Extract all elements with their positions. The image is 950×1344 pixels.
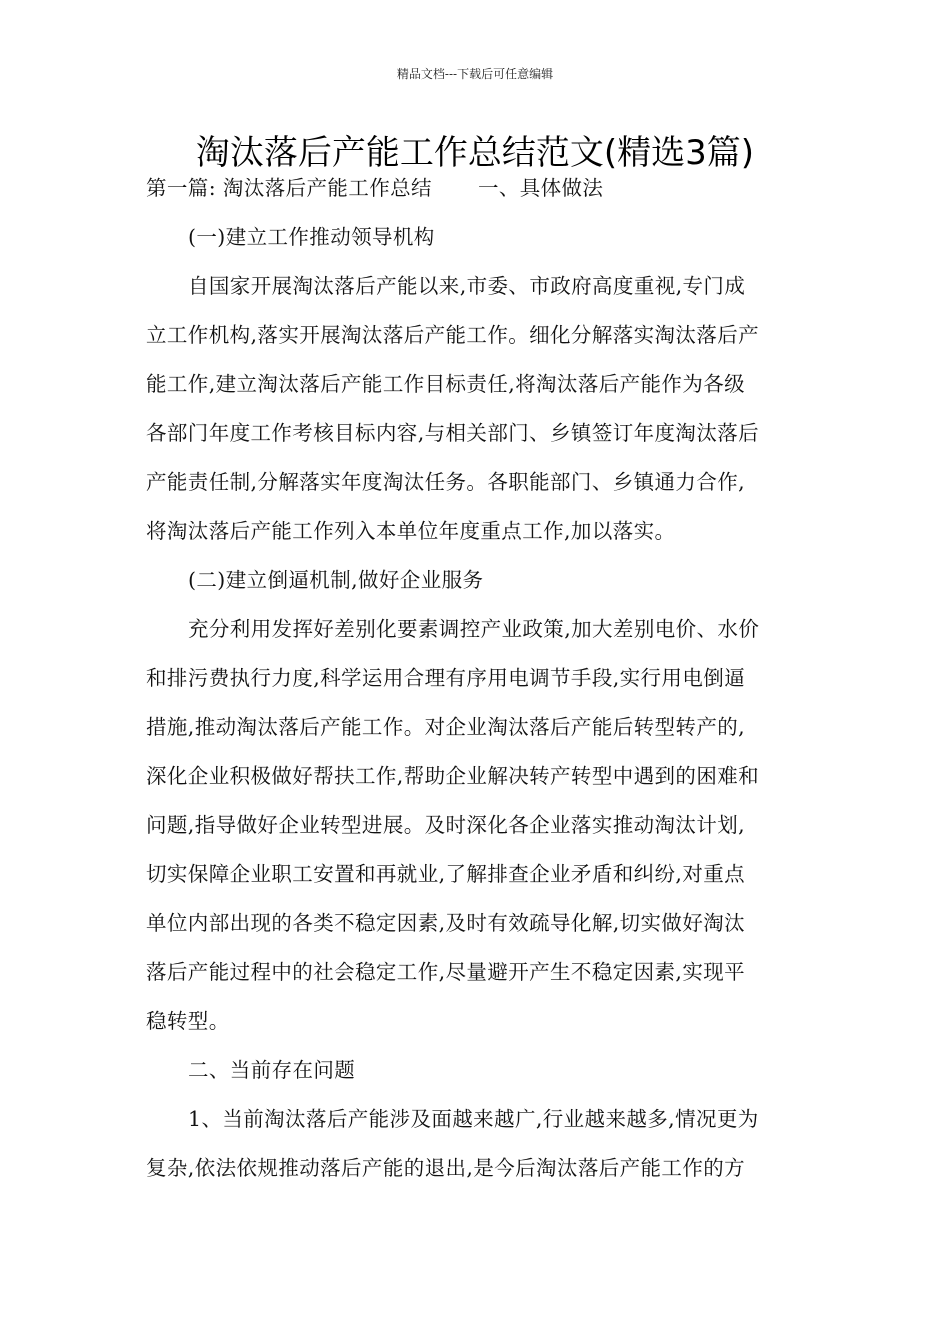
paragraph-line: 稳转型。 [146,1009,230,1033]
paragraph-line: 充分利用发挥好差别化要素调控产业政策,加大差别电价、水价 [188,617,760,641]
paragraph-line: 能工作,建立淘汰落后产能工作目标责任,将淘汰落后产能作为各级 [146,372,746,396]
section-heading-2: (二)建立倒逼机制,做好企业服务 [188,568,484,592]
section-heading-1: (一)建立工作推动领导机构 [188,225,435,249]
section-heading-3: 二、当前存在问题 [188,1058,356,1082]
paragraph-line: 自国家开展淘汰落后产能以来,市委、市政府高度重视,专门成 [188,274,746,298]
paragraph-line: 切实保障企业职工安置和再就业,了解排查企业矛盾和纠纷,对重点 [146,862,746,886]
paragraph-line: 各部门年度工作考核目标内容,与相关部门、乡镇签订年度淘汰落后 [146,421,760,445]
paragraph-line: 复杂,依法依规推动落后产能的退出,是今后淘汰落后产能工作的方 [146,1156,746,1180]
paragraph-line: 落后产能过程中的社会稳定工作,尽量避开产生不稳定因素,实现平 [146,960,746,984]
subtitle-part-1: 第一篇: 淘汰落后产能工作总结 [146,176,432,200]
paragraph-line: 将淘汰落后产能工作列入本单位年度重点工作,加以落实。 [146,519,676,543]
paragraph-line: 单位内部出现的各类不稳定因素,及时有效疏导化解,切实做好淘汰 [146,911,746,935]
subtitle-part-2: 一、具体做法 [477,176,604,200]
body-text [146,176,808,1180]
paragraph-line: 产能责任制,分解落实年度淘汰任务。各职能部门、乡镇通力合作, [146,470,746,494]
document-title: 淘汰落后产能工作总结范文(精选3篇) [195,133,755,173]
header-note: 精品文档---下载后可任意编辑 [396,67,554,81]
paragraph-line: 措施,推动淘汰落后产能工作。对企业淘汰落后产能后转型转产的, [146,715,746,739]
paragraph-line: 问题,指导做好企业转型进展。及时深化各企业落实推动淘汰计划, [146,813,746,837]
paragraph-line: 深化企业积极做好帮扶工作,帮助企业解决转产转型中遇到的困难和 [146,764,760,788]
paragraph-line: 立工作机构,落实开展淘汰落后产能工作。细化分解落实淘汰落后产 [146,323,760,347]
paragraph-line: 和排污费执行力度,科学运用合理有序用电调节手段,实行用电倒逼 [146,666,746,690]
subtitle-line [146,176,808,200]
paragraph-line: 1、当前淘汰落后产能涉及面越来越广,行业越来越多,情况更为 [188,1107,759,1131]
